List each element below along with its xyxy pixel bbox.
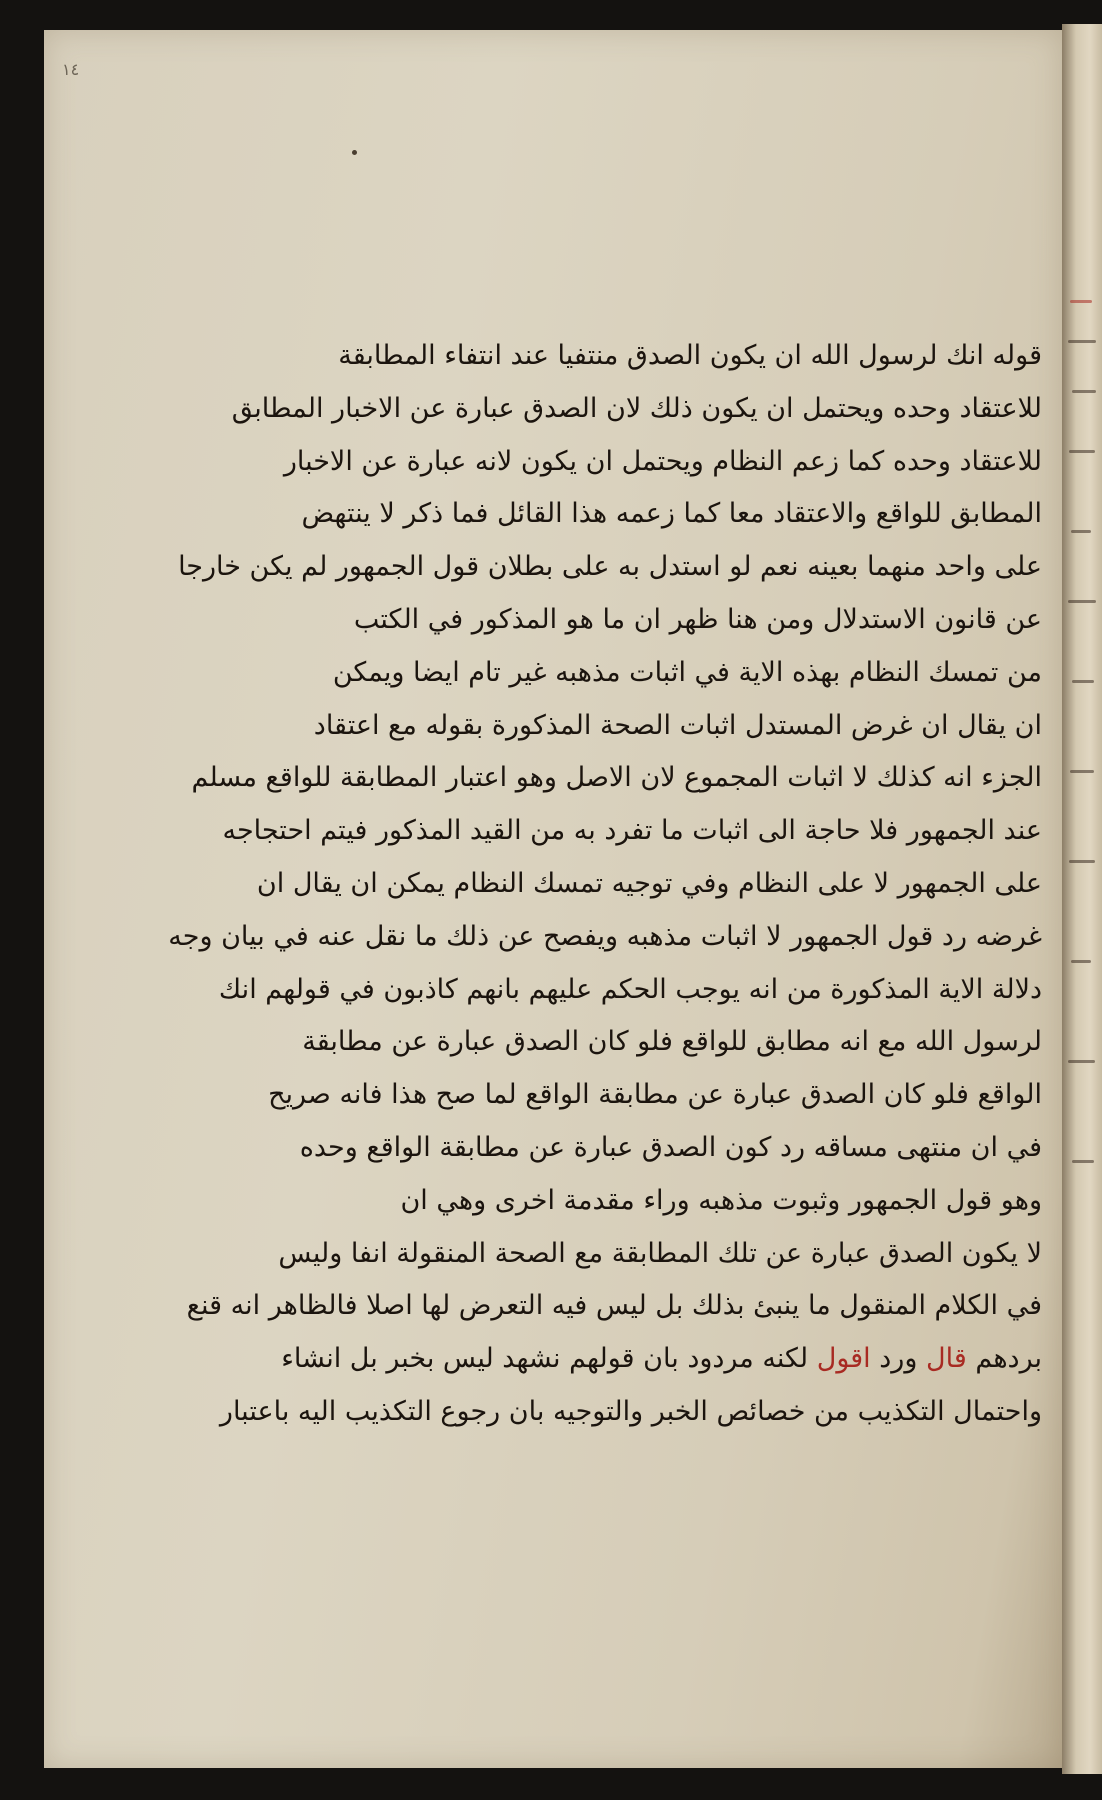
text-line-20: [281, 1333, 1042, 1386]
text-line-2: للاعتقاد وحده ويحتمل ان يكون ذلك لان الصدق عبارة عن الاخبار المطابق: [231, 392, 1042, 424]
ink-dot: [352, 150, 357, 155]
facing-page-ink-traces: [1066, 300, 1100, 1200]
text-line-14: لرسول الله مع انه مطابق للواقع فلو كان الصدق عبارة عن مطابقة: [302, 1026, 1042, 1058]
text-line-15: الواقع فلو كان الصدق عبارة عن مطابقة الواقع لما صح هذا فانه صريح: [268, 1079, 1042, 1111]
rubric-qala: قال: [925, 1343, 967, 1375]
text-line-21: واحتمال التكذيب من خصائص الخبر والتوجيه بان رجوع التكذيب اليه باعتبار: [219, 1395, 1042, 1427]
text-line-12: غرضه رد قول الجمهور لا اثبات مذهبه ويفصح عن ذلك ما نقل عنه في بيان وجه: [168, 920, 1042, 952]
text-line-1: قوله انك لرسول الله ان يكون الصدق منتفيا عند انتفاء المطابقة: [338, 340, 1042, 371]
text-line-6: عن قانون الاستدلال ومن هنا ظهر ان ما هو المذكور في الكتب: [353, 603, 1042, 635]
text-line-18: لا يكون الصدق عبارة عن تلك المطابقة مع الصحة المنقولة انفا وليس: [278, 1237, 1042, 1269]
rubric-aqulu: اقول: [816, 1343, 871, 1375]
text-line-11: على الجمهور لا على النظام وفي توجيه تمسك النظام يمكن ان يقال ان: [256, 867, 1042, 899]
line-20-middle: ورد: [879, 1343, 918, 1375]
text-line-10: عند الجمهور فلا حاجة الى اثبات ما تفرد به من القيد المذكور فيتم احتجاجه: [222, 815, 1042, 847]
text-line-8: ان يقال ان غرض المستدل اثبات الصحة المذكورة بقوله مع اعتقاد: [313, 709, 1042, 741]
text-line-7: من تمسك النظام بهذه الاية في اثبات مذهبه غير تام ايضا ويمكن: [332, 656, 1042, 688]
text-line-5: على واحد منهما بعينه نعم لو استدل به على بطلان قول الجمهور لم يكن خارجا: [178, 551, 1042, 583]
text-line-13: دلالة الاية المذكورة من انه يوجب الحكم عليهم بانهم كاذبون في قولهم انك: [218, 973, 1042, 1005]
text-line-19: في الكلام المنقول ما ينبئ بذلك بل ليس فيه التعرض لها اصلا فالظاهر انه قنع: [186, 1290, 1042, 1322]
line-20-start: بردهم: [975, 1343, 1042, 1375]
line-20-end: لكنه مردود بان قولهم نشهد ليس بخبر بل انشاء: [281, 1343, 809, 1375]
text-line-9: الجزء انه كذلك لا اثبات المجموع لان الاصل وهو اعتبار المطابقة للواقع مسلم: [191, 762, 1042, 794]
text-line-16: في ان منتهى مساقه رد كون الصدق عبارة عن مطابقة الواقع وحده: [299, 1131, 1042, 1163]
folio-number: ١٤: [62, 60, 80, 79]
text-line-17: وهو قول الجمهور وثبوت مذهبه وراء مقدمة اخرى وهي ان: [400, 1184, 1042, 1216]
text-block: [168, 330, 1042, 1439]
text-line-4: المطابق للواقع والاعتقاد معا كما زعمه هذا القائل فما ذكر لا ينتهض: [301, 498, 1042, 530]
text-line-3: للاعتقاد وحده كما زعم النظام ويحتمل ان يكون لانه عبارة عن الاخبار: [283, 445, 1042, 477]
